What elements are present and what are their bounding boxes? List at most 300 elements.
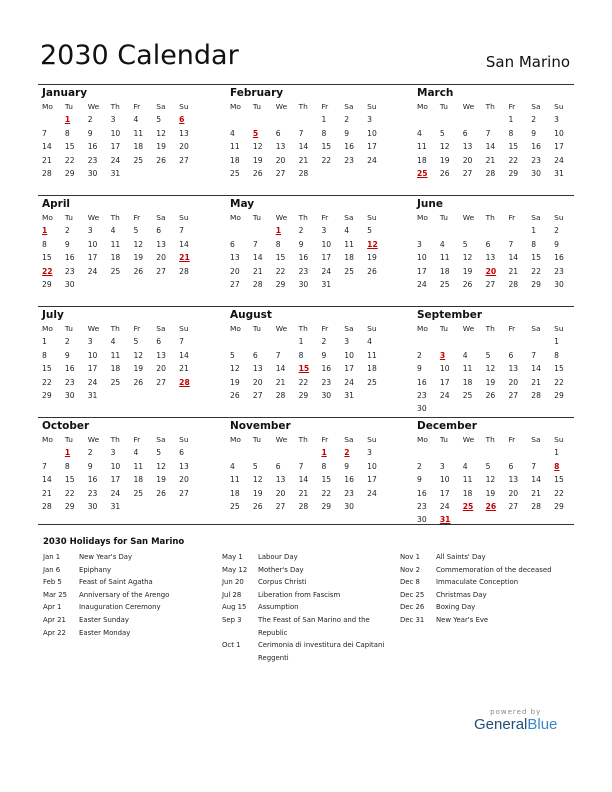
holiday-item (222, 589, 397, 602)
day-cell: 13 (179, 128, 189, 138)
day-cell: 27 (156, 266, 166, 276)
day-cell: 16 (344, 475, 354, 485)
day-cell: 7 (298, 461, 304, 471)
day-cell: 3 (367, 115, 372, 125)
month-september (413, 308, 573, 416)
weekday-label: Fr (321, 324, 329, 333)
day-cell: 31 (321, 279, 332, 289)
month-row (38, 306, 574, 417)
week-row (226, 278, 386, 291)
day-cell: 29 (554, 501, 564, 511)
day-cell: 27 (508, 390, 519, 400)
day-cell: 13 (275, 475, 286, 485)
holiday-name: Liberation from Fascism (258, 590, 341, 599)
weekday-label: Mo (230, 213, 241, 222)
holidays-column (43, 551, 218, 639)
holiday-item (400, 576, 575, 589)
day-cell: 24 (87, 266, 98, 276)
day-cell: 27 (275, 168, 286, 178)
weekday-label: Tu (252, 213, 261, 222)
day-cell: 31 (554, 168, 564, 178)
empty-cell (527, 402, 550, 415)
country-name: San Marino (485, 53, 570, 71)
month-name: November (230, 420, 291, 432)
day-cell: 16 (531, 142, 541, 152)
day-cell: 8 (42, 350, 47, 360)
divider (38, 524, 574, 525)
day-cell: 29 (554, 390, 564, 400)
day-cell: 24 (367, 155, 377, 165)
day-cell: 5 (133, 226, 139, 236)
day-cell: 30 (64, 279, 75, 289)
week-row (38, 362, 198, 375)
day-cell: 20 (156, 364, 166, 374)
day-cell: 28 (508, 279, 519, 289)
weekday-header (226, 322, 386, 335)
day-cell: 26 (230, 390, 240, 400)
day-cell: 9 (298, 239, 304, 249)
day-cell: 16 (417, 488, 427, 498)
day-cell: 12 (156, 461, 166, 471)
holiday-date: Feb 5 (43, 578, 62, 587)
day-cell: 18 (462, 488, 473, 498)
day-cell: 23 (531, 155, 541, 165)
empty-cell (317, 167, 340, 180)
week-row (226, 113, 386, 126)
day-cell: 21 (531, 377, 541, 387)
day-cell: 15 (42, 364, 52, 374)
day-cell: 10 (554, 128, 564, 138)
month-name: January (42, 87, 88, 99)
day-cell: 7 (508, 239, 514, 249)
day-cell: 6 (485, 239, 491, 249)
day-cell: 28 (179, 266, 189, 276)
day-cell: 6 (179, 115, 185, 125)
holiday-date: Apr 1 (43, 603, 62, 612)
empty-cell (272, 446, 295, 459)
day-cell: 19 (252, 488, 263, 498)
day-cell: 7 (252, 239, 258, 249)
empty-cell (550, 402, 573, 415)
day-cell: 8 (321, 128, 327, 138)
day-cell: 1 (42, 337, 47, 347)
weekday-label: We (87, 102, 100, 111)
month-name: October (42, 420, 90, 432)
empty-cell (226, 335, 249, 348)
month-july (38, 308, 198, 402)
holiday-date: Nov 2 (400, 565, 421, 574)
week-row (226, 251, 386, 264)
weekday-label: We (462, 435, 475, 444)
day-cell: 2 (321, 337, 327, 347)
empty-cell (175, 500, 198, 513)
holiday-date: Dec 26 (400, 603, 425, 612)
day-cell: 30 (64, 390, 75, 400)
empty-cell (413, 335, 436, 348)
week-row (38, 113, 198, 126)
day-cell: 2 (554, 226, 559, 236)
day-cell: 10 (367, 128, 377, 138)
day-cell: 22 (64, 488, 75, 498)
day-cell: 14 (508, 253, 519, 263)
day-cell: 7 (298, 128, 304, 138)
weekday-label: Th (485, 324, 495, 333)
day-cell: 6 (156, 337, 162, 347)
powered-by-text: powered by (490, 708, 542, 716)
holiday-date: Jul 28 (222, 590, 242, 599)
day-cell: 7 (531, 461, 537, 471)
week-row (413, 500, 573, 513)
day-cell: 7 (179, 226, 184, 236)
day-cell: 10 (439, 475, 450, 485)
day-cell: 20 (275, 155, 286, 165)
day-cell: 12 (230, 364, 240, 374)
day-cell: 13 (230, 253, 240, 263)
weekday-label: We (462, 324, 475, 333)
holiday-name: Commemoration of the deceased (436, 565, 552, 574)
day-cell: 3 (110, 448, 116, 458)
weekday-label: Th (298, 213, 308, 222)
day-cell: 19 (133, 253, 144, 263)
day-cell: 26 (462, 279, 473, 289)
day-cell: 22 (531, 266, 541, 276)
day-cell: 6 (156, 226, 162, 236)
day-cell: 23 (321, 377, 332, 387)
weekday-label: Fr (508, 324, 516, 333)
weekday-header (38, 100, 198, 113)
empty-cell (482, 224, 505, 237)
day-cell: 4 (133, 115, 139, 125)
day-cell: 28 (42, 501, 52, 511)
empty-cell (363, 389, 386, 402)
weekday-label: Tu (439, 213, 448, 222)
day-cell: 22 (42, 266, 53, 276)
day-cell: 18 (110, 253, 121, 263)
week-row (413, 113, 573, 126)
week-row (226, 167, 386, 180)
week-row (38, 265, 198, 278)
day-cell: 10 (417, 253, 427, 263)
weekday-label: Fr (133, 324, 141, 333)
day-cell: 14 (179, 350, 189, 360)
day-cell: 4 (133, 448, 139, 458)
day-cell: 8 (42, 239, 47, 249)
day-cell: 3 (367, 448, 372, 458)
day-cell: 2 (298, 226, 304, 236)
brand-name-part2: Blue (527, 716, 558, 733)
day-cell: 12 (485, 475, 496, 485)
holiday-name: Corpus Christi (258, 578, 307, 587)
day-cell: 3 (554, 115, 559, 125)
day-cell: 23 (64, 377, 75, 387)
holiday-name: All Saints' Day (436, 553, 486, 561)
holiday-item (43, 627, 218, 640)
month-march (413, 86, 573, 180)
holiday-date: Apr 21 (43, 615, 66, 624)
day-cell: 18 (110, 364, 121, 374)
weekday-label: Su (367, 213, 377, 222)
day-cell: 21 (252, 266, 263, 276)
day-cell: 6 (508, 461, 514, 471)
day-cell: 9 (417, 475, 422, 485)
weekday-label: Fr (133, 435, 141, 444)
day-cell: 27 (230, 279, 240, 289)
holiday-name: Mother's Day (258, 565, 304, 574)
month-november (226, 419, 386, 513)
month-name: June (417, 198, 443, 210)
week-row (38, 224, 198, 237)
holiday-date: Aug 15 (222, 603, 247, 612)
empty-cell (459, 113, 482, 126)
day-cell: 22 (321, 155, 332, 165)
day-cell: 9 (87, 128, 93, 138)
empty-cell (340, 278, 363, 291)
day-cell: 25 (344, 266, 354, 276)
week-row (38, 127, 198, 140)
empty-cell (482, 335, 505, 348)
day-cell: 10 (321, 239, 332, 249)
weekday-header (413, 433, 573, 446)
day-cell: 25 (133, 488, 144, 498)
weekday-label: Tu (252, 324, 261, 333)
holiday-name: Boxing Day (436, 603, 476, 612)
day-cell: 21 (531, 488, 541, 498)
brand-logo[interactable] (474, 708, 557, 733)
day-cell: 12 (133, 239, 144, 249)
day-cell: 31 (110, 501, 121, 511)
holiday-date: May 1 (222, 553, 243, 561)
holidays-column (222, 551, 397, 664)
empty-cell (413, 224, 436, 237)
empty-cell (175, 278, 198, 291)
day-cell: 23 (554, 266, 564, 276)
holiday-name: Anniversary of the Arengo (79, 590, 170, 599)
day-cell: 6 (462, 128, 468, 138)
day-cell: 20 (485, 266, 497, 276)
day-cell: 24 (87, 377, 98, 387)
week-row (413, 402, 573, 415)
day-cell: 5 (133, 337, 139, 347)
day-cell: 23 (87, 155, 98, 165)
month-name: March (417, 87, 454, 99)
day-cell: 6 (508, 350, 514, 360)
day-cell: 18 (344, 253, 354, 263)
empty-cell (436, 335, 459, 348)
day-cell: 9 (64, 239, 70, 249)
week-row (38, 389, 198, 402)
day-cell: 16 (321, 364, 332, 374)
holiday-item (222, 576, 397, 589)
day-cell: 4 (230, 128, 235, 138)
day-cell: 8 (554, 461, 560, 471)
day-cell: 5 (367, 226, 372, 236)
empty-cell (363, 500, 386, 513)
day-cell: 27 (179, 488, 189, 498)
empty-cell (107, 389, 130, 402)
month-name: April (42, 198, 71, 210)
day-cell: 8 (275, 239, 281, 249)
empty-cell (38, 113, 61, 126)
empty-cell (129, 278, 152, 291)
weekday-label: Su (179, 213, 189, 222)
month-june (413, 197, 573, 291)
day-cell: 2 (64, 337, 70, 347)
holiday-item (43, 576, 218, 589)
day-cell: 16 (344, 142, 354, 152)
weekday-label: Su (554, 435, 564, 444)
day-cell: 1 (298, 337, 304, 347)
weekday-label: Su (554, 213, 564, 222)
day-cell: 8 (554, 350, 559, 360)
holiday-name: Christmas Day (436, 590, 487, 599)
day-cell: 19 (485, 488, 496, 498)
empty-cell (363, 278, 386, 291)
weekday-label: Mo (417, 435, 428, 444)
day-cell: 29 (531, 279, 541, 289)
holiday-date: Dec 8 (400, 578, 420, 587)
empty-cell (249, 335, 272, 348)
day-cell: 17 (87, 253, 98, 263)
day-cell: 21 (298, 488, 309, 498)
day-cell: 20 (252, 377, 263, 387)
day-cell: 8 (508, 128, 514, 138)
day-cell: 13 (252, 364, 263, 374)
day-cell: 23 (87, 488, 98, 498)
weekday-label: Fr (321, 213, 329, 222)
day-cell: 11 (230, 142, 240, 152)
day-cell: 30 (344, 501, 354, 511)
day-cell: 18 (133, 142, 144, 152)
weekday-label: Fr (508, 213, 516, 222)
holiday-date: Mar 25 (43, 590, 67, 599)
day-cell: 4 (439, 239, 445, 249)
day-cell: 2 (64, 226, 70, 236)
holiday-date: May 12 (222, 565, 248, 574)
weekday-label: We (87, 213, 100, 222)
day-cell: 1 (554, 448, 559, 458)
day-cell: 21 (179, 253, 190, 263)
weekday-label: We (275, 213, 288, 222)
day-cell: 10 (367, 461, 377, 471)
week-row (38, 376, 198, 389)
day-cell: 2 (531, 115, 537, 125)
weekday-header (226, 433, 386, 446)
day-cell: 12 (252, 475, 263, 485)
day-cell: 5 (439, 128, 445, 138)
day-cell: 1 (275, 226, 282, 236)
day-cell: 27 (252, 390, 263, 400)
day-cell: 10 (87, 239, 98, 249)
weekday-label: Sa (344, 102, 354, 111)
week-row (413, 473, 573, 486)
weekday-label: Tu (64, 435, 73, 444)
holiday-item (43, 614, 218, 627)
day-cell: 4 (367, 337, 372, 347)
week-row (413, 265, 573, 278)
day-cell: 21 (179, 364, 189, 374)
day-cell: 31 (344, 390, 354, 400)
week-row (38, 460, 198, 473)
empty-cell (152, 389, 175, 402)
day-cell: 30 (298, 279, 309, 289)
holiday-name: Assumption (258, 603, 299, 612)
holiday-date: Jun 20 (222, 578, 244, 587)
month-may (226, 197, 386, 291)
day-cell: 8 (531, 239, 537, 249)
day-cell: 3 (87, 226, 93, 236)
week-row (38, 154, 198, 167)
holiday-item (43, 551, 218, 564)
month-name: February (230, 87, 284, 99)
empty-cell (436, 113, 459, 126)
day-cell: 28 (531, 390, 541, 400)
day-cell: 2 (344, 448, 350, 458)
day-cell: 25 (230, 168, 240, 178)
week-row (226, 500, 386, 513)
day-cell: 20 (179, 475, 189, 485)
weekday-label: Sa (156, 213, 166, 222)
weekday-label: Sa (531, 435, 541, 444)
day-cell: 22 (554, 377, 564, 387)
day-cell: 24 (321, 266, 332, 276)
week-row (226, 487, 386, 500)
weekday-label: Su (179, 324, 189, 333)
weekday-label: Tu (252, 102, 261, 111)
day-cell: 28 (298, 501, 309, 511)
day-cell: 4 (462, 350, 468, 360)
day-cell: 17 (554, 142, 564, 152)
weekday-label: Sa (344, 213, 354, 222)
day-cell: 3 (439, 461, 445, 471)
day-cell: 4 (110, 226, 116, 236)
weekday-header (226, 211, 386, 224)
day-cell: 27 (462, 168, 473, 178)
day-cell: 14 (298, 142, 309, 152)
weekday-label: Su (554, 324, 564, 333)
day-cell: 15 (64, 142, 75, 152)
day-cell: 5 (485, 461, 491, 471)
month-name: September (417, 309, 483, 321)
weekday-label: Th (110, 435, 120, 444)
empty-cell (504, 402, 527, 415)
day-cell: 18 (133, 475, 144, 485)
week-row (38, 140, 198, 153)
day-cell: 15 (64, 475, 75, 485)
day-cell: 12 (133, 350, 144, 360)
weekday-label: Sa (344, 324, 354, 333)
week-row (226, 362, 386, 375)
day-cell: 11 (462, 364, 473, 374)
day-cell: 21 (42, 488, 52, 498)
day-cell: 27 (508, 501, 519, 511)
day-cell: 23 (417, 501, 427, 511)
day-cell: 15 (275, 253, 286, 263)
day-cell: 23 (344, 488, 354, 498)
holidays-title: 2030 Holidays for San Marino (43, 537, 185, 547)
day-cell: 26 (252, 168, 263, 178)
day-cell: 19 (439, 155, 450, 165)
month-row (38, 417, 574, 528)
weekday-label: Sa (531, 102, 541, 111)
day-cell: 9 (321, 350, 327, 360)
day-cell: 17 (439, 377, 450, 387)
day-cell: 18 (462, 377, 473, 387)
day-cell: 14 (298, 475, 309, 485)
day-cell: 28 (485, 168, 496, 178)
day-cell: 6 (179, 448, 184, 458)
day-cell: 24 (439, 501, 450, 511)
day-cell: 18 (367, 364, 377, 374)
